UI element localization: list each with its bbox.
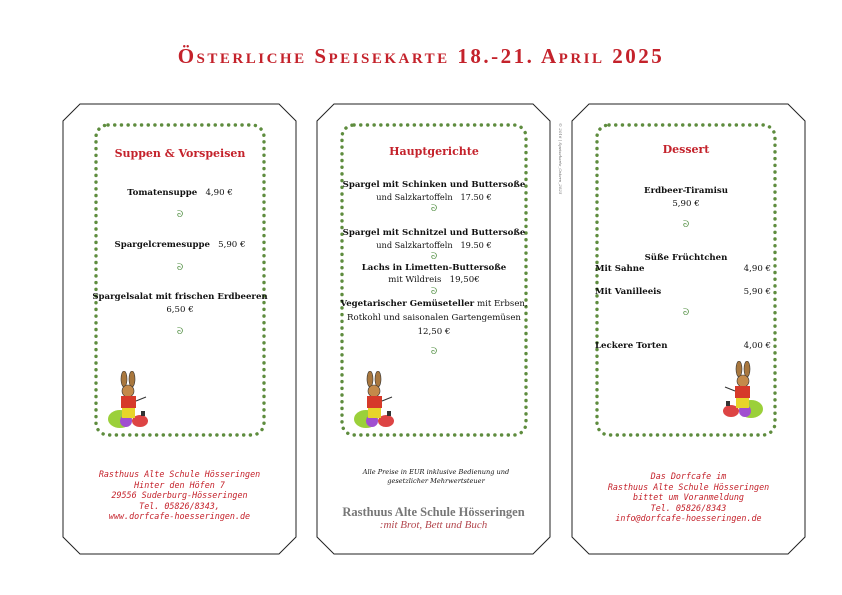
menu-item-detail: und Salzkartoffeln 19.50 € xyxy=(376,240,492,250)
menu-item: Lachs in Limetten-Buttersoße xyxy=(361,263,507,273)
menu-section-soups xyxy=(90,121,270,439)
ornament-icon: ᘐ xyxy=(176,327,184,337)
footer-line: bittet um Voranmeldung xyxy=(633,492,744,502)
ornament-icon: ᘐ xyxy=(176,210,184,220)
footer-line: Tel. 05826/8343, xyxy=(139,500,220,511)
menu-item: Spargel mit Schnitzel und Buttersoße xyxy=(342,228,526,238)
logo-slogan: :mit Brot, Bett und Buch xyxy=(379,519,488,531)
logo-name: Rasthuus Alte Schule Hösseringen xyxy=(342,505,525,519)
menu-item: Spargelsalat mit frischen Erdbeeren xyxy=(92,292,268,302)
row-label: Leckere Torten xyxy=(595,341,668,351)
price-note xyxy=(336,468,536,486)
address-footer xyxy=(62,469,297,522)
vertical-note: © 2016 | Speisekarte_Ostern_2025 xyxy=(558,123,563,195)
menu-item-price: 5,90 € xyxy=(672,199,700,209)
footer-email: info@dorfcafe-hoesseringen.de xyxy=(615,513,762,523)
menu-section-main xyxy=(336,121,532,439)
footer-line: Rasthuus Alte Schule Hösseringen xyxy=(98,469,261,479)
footer-line: Das Dorfcafe im xyxy=(650,471,727,481)
menu-item-detail: und Salzkartoffeln 17.50 € xyxy=(376,192,492,202)
menu-item: Tomatensuppe 4,90 € xyxy=(127,188,233,198)
menu-section-dessert xyxy=(591,121,781,439)
panel-soups xyxy=(62,103,297,555)
easter-bunny-icon xyxy=(719,361,765,419)
menu-item-price: 12,50 € xyxy=(417,327,451,337)
note-line: gesetzlicher Mehrwertsteuer xyxy=(387,477,485,485)
footer-website: www.dorfcafe-hoesseringen.de xyxy=(108,511,251,521)
easter-bunny-icon xyxy=(106,371,152,429)
group-title: Süße Früchtchen xyxy=(644,253,728,263)
ornament-icon: ᘐ xyxy=(430,252,438,262)
row-price: 4,90 € xyxy=(743,264,771,274)
menu-item-detail: mit Wildreis 19,50€ xyxy=(388,275,480,285)
menu-title: Österliche Speisekarte 18.-21. April 2025 xyxy=(177,44,665,68)
ornament-icon: ᘐ xyxy=(176,263,184,273)
row-label: Mit Sahne xyxy=(595,264,645,274)
row-price: 4,00 € xyxy=(743,341,771,351)
section-heading: Hauptgerichte xyxy=(389,145,479,158)
ornament-icon: ᘐ xyxy=(682,220,690,230)
contact-footer xyxy=(571,471,806,524)
menu-item: Erdbeer-Tiramisu xyxy=(644,186,728,196)
ornament-icon: ᘐ xyxy=(430,287,438,297)
easter-bunny-icon xyxy=(352,371,398,429)
row-price: 5,90 € xyxy=(743,287,771,297)
footer-line: Rasthuus Alte Schule Hösseringen xyxy=(607,481,770,492)
ornament-icon: ᘐ xyxy=(682,308,690,318)
footer-line: 29556 Suderburg-Hösseringen xyxy=(111,490,248,500)
section-heading: Dessert xyxy=(662,143,710,156)
menu-item-price: 6,50 € xyxy=(166,305,194,315)
panel-main-courses xyxy=(316,103,563,555)
row-label: Mit Vanilleeis xyxy=(595,287,662,297)
footer-line: Hinter den Höfen 7 xyxy=(134,479,225,490)
ornament-icon: ᘐ xyxy=(430,204,438,214)
menu-item-detail: Rotkohl und saisonalen Gartengemüsen xyxy=(347,313,521,323)
section-heading: Suppen & Vorspeisen xyxy=(114,147,246,160)
ornament-icon: ᘐ xyxy=(430,347,438,357)
footer-line: Tel. 05826/8343 xyxy=(650,502,727,513)
note-line: Alle Preise in EUR inklusive Bedienung und xyxy=(362,468,510,476)
menu-item: Spargel mit Schinken und Buttersoße xyxy=(342,180,526,190)
menu-item: Spargelcremesuppe 5,90 € xyxy=(114,240,246,250)
panel-dessert xyxy=(571,103,806,555)
menu-item: Vegetarischer Gemüseteller mit Erbsen, xyxy=(340,299,528,309)
